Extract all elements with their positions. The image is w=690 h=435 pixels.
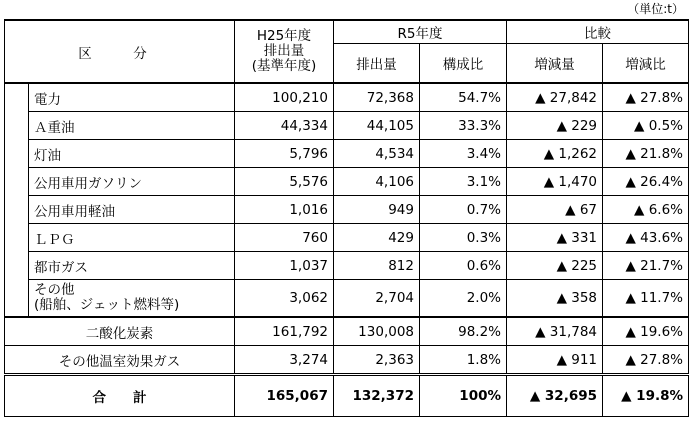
unit-label: （単位:t） [627,2,684,16]
row-r5: 72,368 [334,83,420,112]
row-ratio: 54.7% [420,83,507,112]
row-h25: 3,062 [235,280,334,318]
table-row [5,280,689,318]
row-rate: ▲ 21.7% [603,252,689,280]
row-diff: ▲ 229 [507,112,603,140]
co2-h25: 161,792 [235,317,334,346]
row-r5: 4,106 [334,168,420,196]
row-diff: ▲ 225 [507,252,603,280]
row-name: 公用車用軽油 [29,196,235,224]
total-diff: ▲ 32,695 [507,375,603,417]
other-gas-diff: ▲ 911 [507,346,603,375]
header-h25-line3: (基準年度) [251,58,317,74]
row-name-main: その他 [34,282,75,298]
header-h25 [235,20,334,83]
row-h25: 5,576 [235,168,334,196]
row-name: Ａ重油 [29,112,235,140]
table-row [5,224,689,252]
table-row [5,196,689,224]
table-row [5,140,689,168]
co2-r5: 130,008 [334,317,420,346]
row-name: 公用車用ガソリン [29,168,235,196]
row-ratio: 33.3% [420,112,507,140]
row-r5: 2,704 [334,280,420,318]
row-diff: ▲ 1,262 [507,140,603,168]
row-name: 電力 [29,83,235,112]
row-h25: 100,210 [235,83,334,112]
other-gas-name: その他温室効果ガス [5,346,235,375]
row-r5: 812 [334,252,420,280]
header-h25-line1: H25年度 [256,28,312,44]
row-name: 灯油 [29,140,235,168]
co2-row [5,317,689,346]
other-gas-h25: 3,274 [235,346,334,375]
row-rate: ▲ 21.8% [603,140,689,168]
table-row [5,83,689,112]
row-h25: 1,037 [235,252,334,280]
row-ratio: 3.1% [420,168,507,196]
co2-diff: ▲ 31,784 [507,317,603,346]
row-rate: ▲ 0.5% [603,112,689,140]
row-diff: ▲ 27,842 [507,83,603,112]
table-row [5,252,689,280]
total-row [5,375,689,417]
row-h25: 1,016 [235,196,334,224]
row-ratio: 2.0% [420,280,507,318]
row-diff: ▲ 358 [507,280,603,318]
co2-rate: ▲ 19.6% [603,317,689,346]
emissions-table [4,19,689,417]
other-gas-r5: 2,363 [334,346,420,375]
row-name: ＬＰＧ [29,224,235,252]
header-r5-emission: 排出量 [334,44,420,84]
row-r5: 949 [334,196,420,224]
table-row [5,168,689,196]
row-ratio: 0.7% [420,196,507,224]
row-rate: ▲ 27.8% [603,83,689,112]
header-row-1 [5,20,689,44]
header-compare-rate: 増減比 [603,44,689,84]
header-r5-group: R5年度 [334,20,507,44]
other-gas-ratio: 1.8% [420,346,507,375]
table-row [5,112,689,140]
total-h25: 165,067 [235,375,334,417]
header-compare-diff: 増減量 [507,44,603,84]
row-ratio: 0.6% [420,252,507,280]
total-r5: 132,372 [334,375,420,417]
co2-name: 二酸化炭素 [5,317,235,346]
row-h25: 760 [235,224,334,252]
row-rate: ▲ 43.6% [603,224,689,252]
total-rate: ▲ 19.8% [603,375,689,417]
row-name [29,280,235,318]
row-ratio: 3.4% [420,140,507,168]
header-kubun: 区 分 [5,20,235,83]
row-h25: 5,796 [235,140,334,168]
row-name-sub: (船舶、ジェット燃料等) [34,297,180,313]
row-r5: 44,105 [334,112,420,140]
row-r5: 4,534 [334,140,420,168]
row-diff: ▲ 331 [507,224,603,252]
total-name: 合 計 [5,375,235,417]
row-rate: ▲ 11.7% [603,280,689,318]
row-ratio: 0.3% [420,224,507,252]
row-rate: ▲ 6.6% [603,196,689,224]
row-diff: ▲ 1,470 [507,168,603,196]
row-name: 都市ガス [29,252,235,280]
other-gas-rate: ▲ 27.8% [603,346,689,375]
indent-cell [5,83,29,317]
header-compare-group: 比較 [507,20,689,44]
row-r5: 429 [334,224,420,252]
other-gas-row [5,346,689,375]
total-ratio: 100% [420,375,507,417]
header-r5-ratio: 構成比 [420,44,507,84]
row-h25: 44,334 [235,112,334,140]
header-h25-line2: 排出量 [263,43,305,59]
row-diff: ▲ 67 [507,196,603,224]
co2-ratio: 98.2% [420,317,507,346]
row-rate: ▲ 26.4% [603,168,689,196]
